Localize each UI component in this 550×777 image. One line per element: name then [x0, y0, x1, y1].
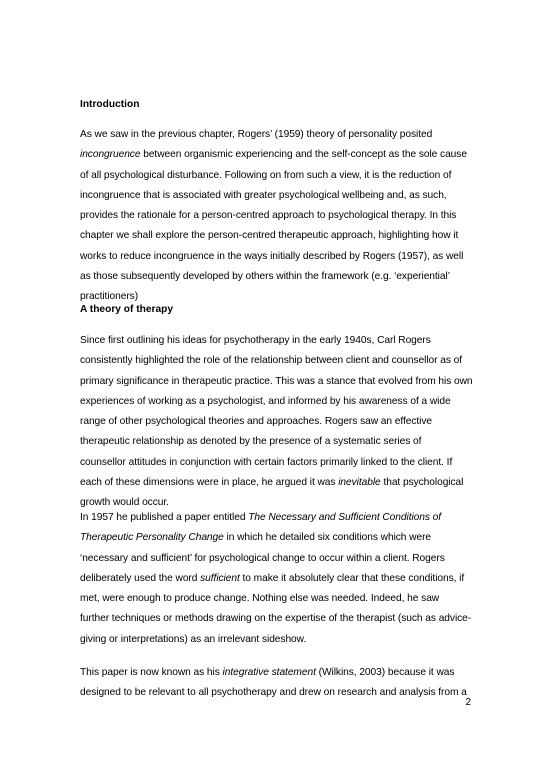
text-line [80, 589, 472, 609]
text-run: each of these dimensions were in place, he argued it was [80, 477, 339, 489]
italic-text: integrative statement [222, 667, 316, 678]
text-run: Since first outlining his ideas for psychotherapy in the early 1940s, Carl Rogers [80, 335, 431, 346]
text-run: practitioners) [80, 291, 139, 303]
text-line [80, 683, 472, 703]
text-line [80, 412, 472, 432]
text-line [80, 473, 472, 493]
section-heading-theory-of-therapy: A theory of therapy [80, 304, 174, 315]
text-line [80, 372, 472, 392]
italic-text: incongruence [80, 149, 141, 161]
text-line [80, 663, 472, 683]
text-run: between organismic experiencing and the self-concept as the sole cause [140, 149, 467, 161]
text-run: works to reduce incongruence in the ways initially described by Rogers (1957), as well [80, 250, 464, 262]
text-line [80, 453, 472, 473]
text-line [80, 609, 472, 629]
text-run: that psychological [380, 477, 464, 489]
paragraph [80, 125, 472, 308]
text-line [80, 145, 472, 165]
text-line [80, 125, 472, 145]
text-run: to make it absolutely clear that these conditions, if [239, 572, 465, 584]
text-line [80, 331, 472, 351]
text-line [80, 508, 472, 528]
text-run: incongruence that is associated with greater psychological wellbeing and, as such, [80, 189, 447, 201]
text-line [80, 226, 472, 246]
text-run: As we saw in the previous chapter, Rogers’ (1959) theory of personality posited [80, 129, 433, 140]
text-run: This paper is now known as his [80, 667, 223, 678]
text-run: range of other psychological theories and approaches. Rogers saw an effective [80, 416, 432, 428]
text-line [80, 166, 472, 186]
text-line [80, 247, 472, 267]
section-heading-introduction: Introduction [80, 99, 140, 110]
italic-text: inevitable [338, 477, 381, 489]
italic-text: The Necessary and Sufficient Conditions of [248, 512, 442, 523]
text-run: designed to be relevant to all psychotherapy and drew on research and analysis from a [80, 687, 467, 699]
text-run: giving or interpretations) as an irrelevant sideshow. [80, 633, 307, 645]
text-run: of all psychological disturbance. Following on from such a view, it is the reduction of [80, 169, 452, 181]
text-run: counsellor attitudes in conjunction with certain factors primarily linked to the client. If [80, 456, 453, 468]
text-run: further techniques or methods drawing on the expertise of the therapist (such as advice- [80, 613, 472, 625]
text-line [80, 392, 472, 412]
paragraph [80, 663, 472, 704]
page-number: 2 [465, 697, 471, 708]
text-run: In 1957 he published a paper entitled [80, 512, 249, 523]
text-run: ‘necessary and sufficient’ for psychological change to occur within a client. Rogers [80, 552, 445, 564]
text-line [80, 549, 472, 569]
text-line [80, 351, 472, 371]
text-run: provides the rationale for a person-centred approach to psychological therapy. In this [80, 210, 457, 222]
text-run: therapeutic relationship as denoted by the presence of a systematic series of [80, 436, 422, 448]
italic-text: Therapeutic Personality Change [80, 532, 224, 544]
text-line [80, 267, 472, 287]
text-run: (Wilkins, 2003) because it was [315, 667, 455, 678]
text-line [80, 186, 472, 206]
text-run: primary significance in therapeutic practice. This was a stance that evolved from his own [80, 375, 473, 387]
paragraph [80, 508, 472, 650]
text-run: chapter we shall explore the person-centred therapeutic approach, highlighting how it [80, 230, 459, 242]
text-run: in which he detailed six conditions which were [223, 532, 432, 544]
text-line [80, 432, 472, 452]
text-run: experiences of working as a psychologist, and informed by his awareness of a wide [80, 395, 451, 407]
paragraph [80, 331, 472, 514]
text-run: as those subsequently developed by others within the framework (e.g. ‘experiential’ [80, 271, 450, 283]
text-line [80, 569, 472, 589]
text-run: growth would occur. [80, 497, 169, 509]
text-run: deliberately used the word [80, 572, 201, 584]
text-line [80, 528, 472, 548]
text-run: met, were enough to produce change. Nothing else was needed. Indeed, he saw [80, 593, 440, 605]
text-line [80, 630, 472, 650]
text-line [80, 206, 472, 226]
italic-text: sufficient [200, 572, 240, 584]
text-run: consistently highlighted the role of the relationship between client and counsellor as of [80, 355, 463, 367]
